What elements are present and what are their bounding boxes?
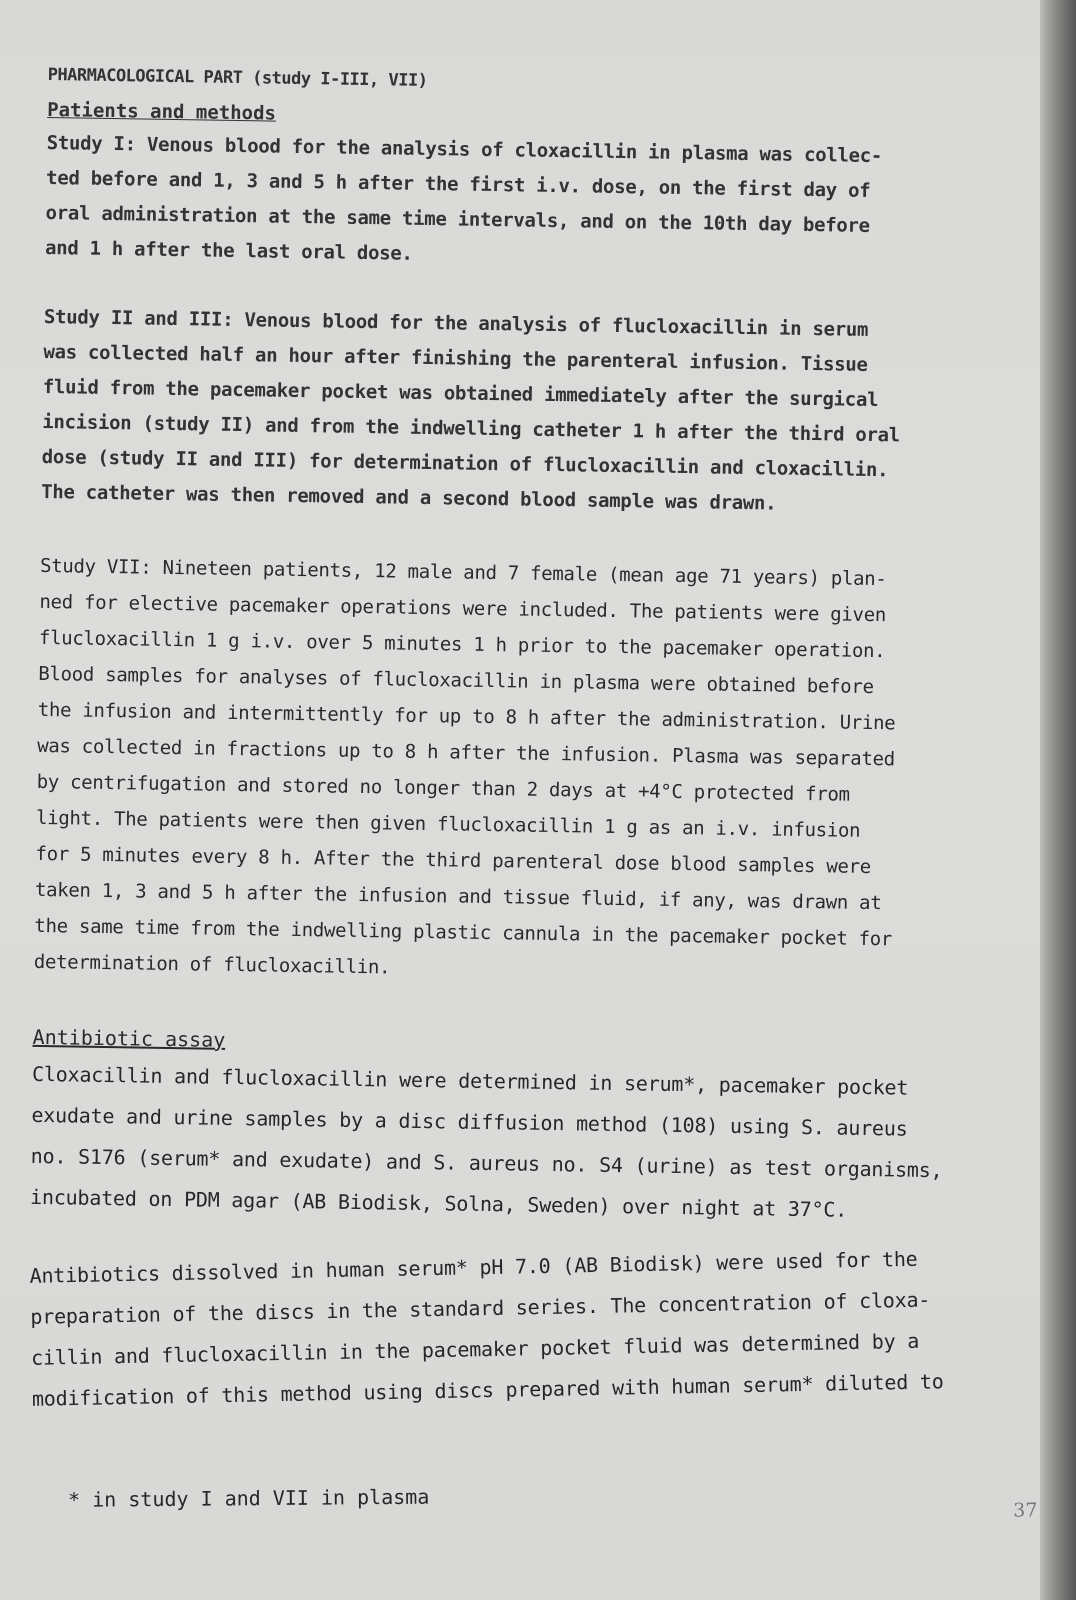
patients-methods-heading: Patients and methods — [47, 98, 277, 125]
study-7-paragraph: Study VII: Nineteen patients, 12 male and 7 female (mean age 71 years) plan- ned for elective pacemaker operations were included. The patients were given flucloxacillin 1 g i.v. over 5 minutes 1 h prior to the pacemaker operation. Blood samples for analyses of flucloxacillin in plasma were obtained before the infusion and intermittently for up to 8 h after the administration. Urine was collected in fractions up to 8 h after the infusion. Plasma was separated by centrifugation and stored no longer than 2 days at +4°C protected from light. The patients were then given flucloxacillin 1 g as an i.v. infusion for 5 minutes every 8 h. After the third parenteral dose blood samples were taken 1, 3 and 5 h after the infusion and tissue fluid, if any, was drawn at the same time from the indwelling plastic cannula in the pacemaker pocket for determination of flucloxacillin. — [33, 554, 896, 979]
page-body — [27, 60, 1008, 1435]
page-footer — [48, 1479, 1038, 1522]
assay-paragraph-1: Cloxacillin and flucloxacillin were determined in serum*, pacemaker pocket exudate and urine samples by a disc diffusion method (108) using S. aureus no. S176 (serum* and exudate) and S. aureus no. S4 (urine) as test organisms, incubated on PDM agar (AB Biodisk, Solna, Sweden) over night at 37°C. — [29, 1061, 943, 1222]
footnote: * in study I and VII in plasma — [67, 1484, 430, 1512]
study-2-3-paragraph: Study II and III: Venous blood for the analysis of flucloxacillin in serum was collected half an hour after finishing the parenteral infusion. Tissue fluid from the pacemaker pocket was obtained immediately after the surgical incision (study II) and from the indwelling catheter 1 h after the third oral dose (study II and III) for determination of flucloxacillin and cloxacillin. The catheter was then removed and a second blood sample was drawn. — [41, 305, 901, 515]
section-title: PHARMACOLOGICAL PART (study I-III, VII) — [47, 64, 428, 91]
study-1-paragraph: Study I: Venous blood for the analysis of cloxacillin in plasma was collec- ted before and 1, 3 and 5 h after the first i.v. dose, on the first day of oral administration at the same time intervals, and on the 10th day before and 1 h after the last oral dose. — [44, 131, 883, 265]
page-number: 37 — [1013, 1499, 1038, 1522]
antibiotic-assay-heading: Antibiotic assay — [32, 1024, 226, 1052]
assay-paragraph-2: Antibiotics dissolved in human serum* pH 7.0 (AB Biodisk) were used for the preparation of the discs in the standard series. The concentration of cloxa- cillin and flucloxacillin in the pacemaker pocket fluid was determined by a modification of this method using discs prepared with human serum* diluted to — [29, 1246, 944, 1411]
page-edge-shadow — [1040, 0, 1076, 1600]
